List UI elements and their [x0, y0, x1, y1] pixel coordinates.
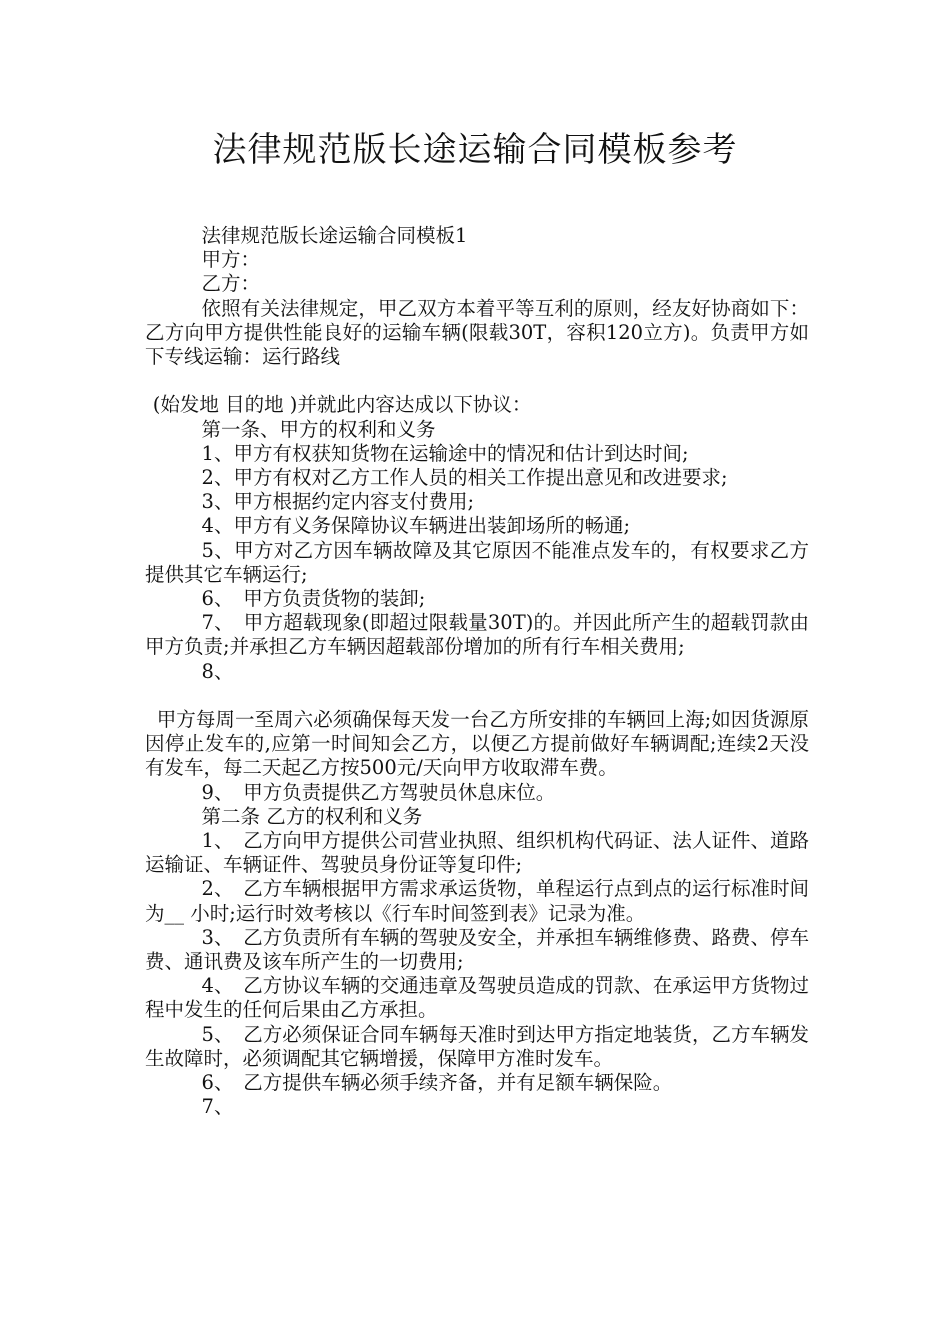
clause-item: 8、 [201, 659, 234, 683]
clause-item: 1、甲方有权获知货物在运输途中的情况和估计到达时间; [201, 441, 689, 465]
clause-item: 7、 甲方超载现象(即超过限载量30T)的。并因此所产生的超载罚款由甲方负责;并承担乙方车辆因超载部份增加的所有行车相关费用; [145, 611, 809, 659]
clause-item: 2、甲方有权对乙方工作人员的相关工作提出意见和改进要求; [201, 466, 728, 490]
clause-item: 9、 甲方负责提供乙方驾驶员休息床位。 [201, 780, 556, 804]
blank-line [145, 369, 809, 393]
clause-item: 3、甲方根据约定内容支付费用; [201, 490, 475, 514]
clause-item: 3、 乙方负责所有车辆的驾驶及安全，并承担车辆维修费、路费、停车费、通讯费及该车所产生的一切费用; [145, 925, 809, 974]
clause-item: 4、 乙方协议车辆的交通违章及驾驶员造成的罚款、在承运甲方货物过程中发生的任何后果由乙方承担。 [145, 974, 809, 1022]
clause-item: 6、 甲方负责货物的装卸; [201, 587, 426, 611]
article-two-heading: 第二条 乙方的权利和义务 [201, 804, 423, 828]
clause-item: 2、 乙方车辆根据甲方需求承运货物，单程运行点到点的运行标准时间为__ 小时;运行时效考核以《行车时间签到表》记录为准。 [145, 877, 809, 925]
party-b-line: 乙方： [201, 272, 261, 296]
clause-item: 5、甲方对乙方因车辆故障及其它原因不能准点发车的，有权要求乙方提供其它车辆运行; [145, 538, 809, 586]
clause-item: 1、 乙方向甲方提供公司营业执照、组织机构代码证、法人证件、道路运输证、车辆证件、驾驶员身份证等复印件; [145, 829, 809, 877]
clause-item: 4、甲方有义务保障协议车辆进出装卸场所的畅通; [201, 514, 631, 538]
document-body [145, 224, 809, 1119]
route-paragraph: (始发地 目的地 )并就此内容达成以下协议： [152, 393, 532, 417]
preamble-paragraph: 依照有关法律规定，甲乙双方本着平等互利的原则，经友好协商如下：乙方向甲方提供性能良好的运输车辆(限载30T，容积120立方)。负责甲方如下专线运输：运行路线 [145, 296, 809, 369]
clause-item: 6、 乙方提供车辆必须手续齐备，并有足额车辆保险。 [201, 1071, 673, 1095]
clause-item: 5、 乙方必须保证合同车辆每天准时到达甲方指定地装货，乙方车辆发生故障时，必须调配其它辆增援，保障甲方准时发车。 [145, 1022, 809, 1070]
contract-heading: 法律规范版长途运输合同模板1 [201, 224, 468, 247]
party-a-line: 甲方： [201, 248, 261, 272]
clause-item: 7、 [201, 1095, 234, 1119]
article-one-heading: 第一条、甲方的权利和义务 [201, 417, 436, 441]
blank-line [145, 684, 809, 708]
document-title: 法律规范版长途运输合同模板参考 [212, 130, 738, 170]
clause-item: 甲方每周一至周六必须确保每天发一台乙方所安排的车辆回上海;如因货源原因停止发车的,应第一时间知会乙方，以便乙方提前做好车辆调配;连续2天没有发车，每二天起乙方按500元/天向甲方收取滞车费。 [145, 708, 809, 780]
